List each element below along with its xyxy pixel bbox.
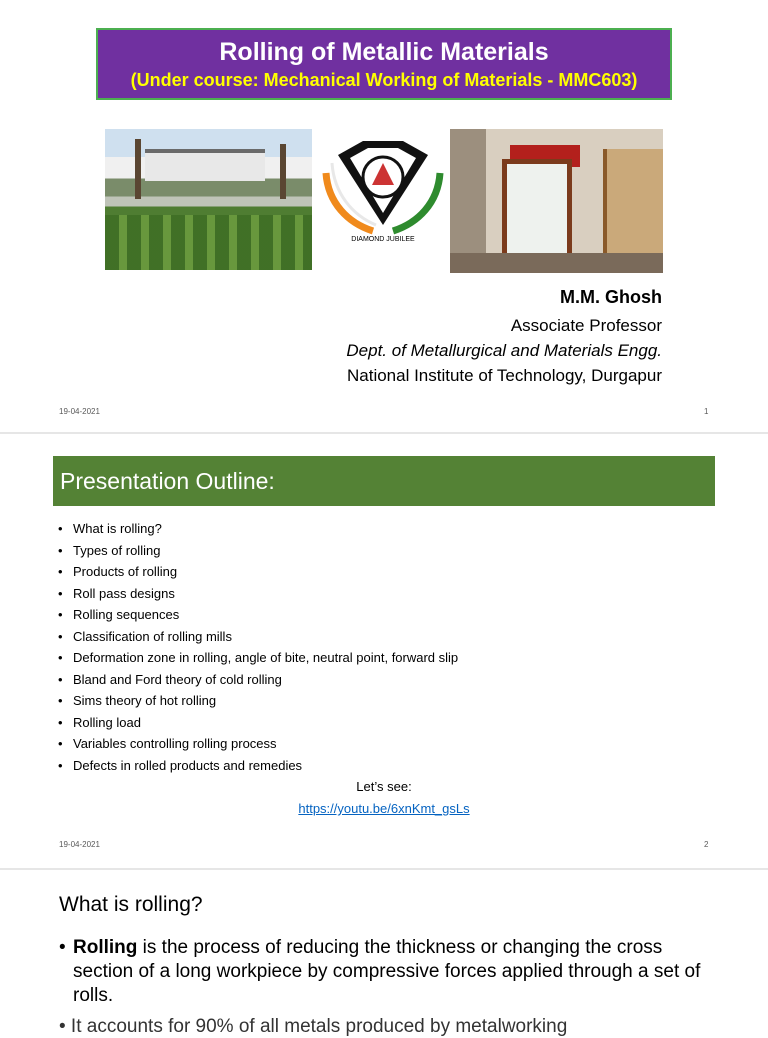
outline-list: [58, 520, 458, 778]
title-box: [96, 28, 672, 100]
slide-separator: [0, 868, 768, 870]
slide-date: 19-04-2021: [59, 407, 100, 416]
list-item: • Types of rolling: [58, 542, 458, 564]
floor: [450, 253, 663, 273]
outline-header: [53, 456, 715, 506]
list-item: • Bland and Ford theory of cold rolling: [58, 671, 458, 693]
wall-left: [450, 129, 486, 273]
author-name: M.M. Ghosh: [560, 287, 662, 307]
slide-2: [0, 436, 768, 866]
lets-see-label: Let’s see:: [356, 779, 412, 794]
campus-building: [145, 149, 265, 181]
list-item: • Deformation zone in rolling, angle of bite, neutral point, forward slip: [58, 649, 458, 671]
list-item: • Rolling load: [58, 714, 458, 736]
next-bullet-partial: • It accounts for 90% of all metals produced by metalworking: [59, 1016, 568, 1037]
logo-caption: DIAMOND JUBILEE: [351, 236, 415, 243]
slide-1: [0, 0, 768, 430]
list-item: • Defects in rolled products and remedies: [58, 757, 458, 779]
list-item: • Classification of rolling mills: [58, 628, 458, 650]
list-item: • Products of rolling: [58, 563, 458, 585]
video-link[interactable]: https://youtu.be/6xnKmt_gsLs: [298, 801, 470, 816]
outline-heading: Presentation Outline:: [60, 468, 275, 494]
author-institute: National Institute of Technology, Durgapur: [346, 366, 662, 385]
list-item: • Roll pass designs: [58, 585, 458, 607]
display-cabinet: [603, 149, 663, 259]
tree-trunk: [135, 139, 141, 199]
author-department: Dept. of Metallurgical and Materials Engg.: [346, 341, 662, 360]
campus-photo: [105, 129, 312, 270]
list-item: • Variables controlling rolling process: [58, 735, 458, 757]
list-item: • What is rolling?: [58, 520, 458, 542]
department-photo: [450, 129, 663, 273]
tree-trunk: [280, 144, 286, 199]
list-item: • Sims theory of hot rolling: [58, 692, 458, 714]
list-item: • Rolling sequences: [58, 606, 458, 628]
term-rolling: Rolling: [73, 937, 138, 958]
slide-subtitle: (Under course: Mechanical Working of Materials - MMC603): [130, 70, 638, 90]
slide-title: Rolling of Metallic Materials: [219, 38, 549, 66]
slide-3: [0, 872, 768, 1037]
slide-separator: [0, 432, 768, 434]
institute-logo: [318, 133, 448, 245]
slide-heading: What is rolling?: [59, 893, 203, 916]
garden-hedge: [105, 215, 312, 270]
slide-number: 2: [704, 840, 709, 849]
slide-date: 19-04-2021: [59, 840, 100, 849]
bullet-marker: •: [59, 937, 66, 958]
definition-text: is the process of reducing the thickness or changing the cross section of a long workpiece by compressive forces applied through a set of rolls.: [73, 937, 701, 1006]
slide-number: 1: [704, 407, 709, 416]
definition-paragraph: [59, 936, 719, 1008]
author-role: Associate Professor: [510, 316, 662, 335]
